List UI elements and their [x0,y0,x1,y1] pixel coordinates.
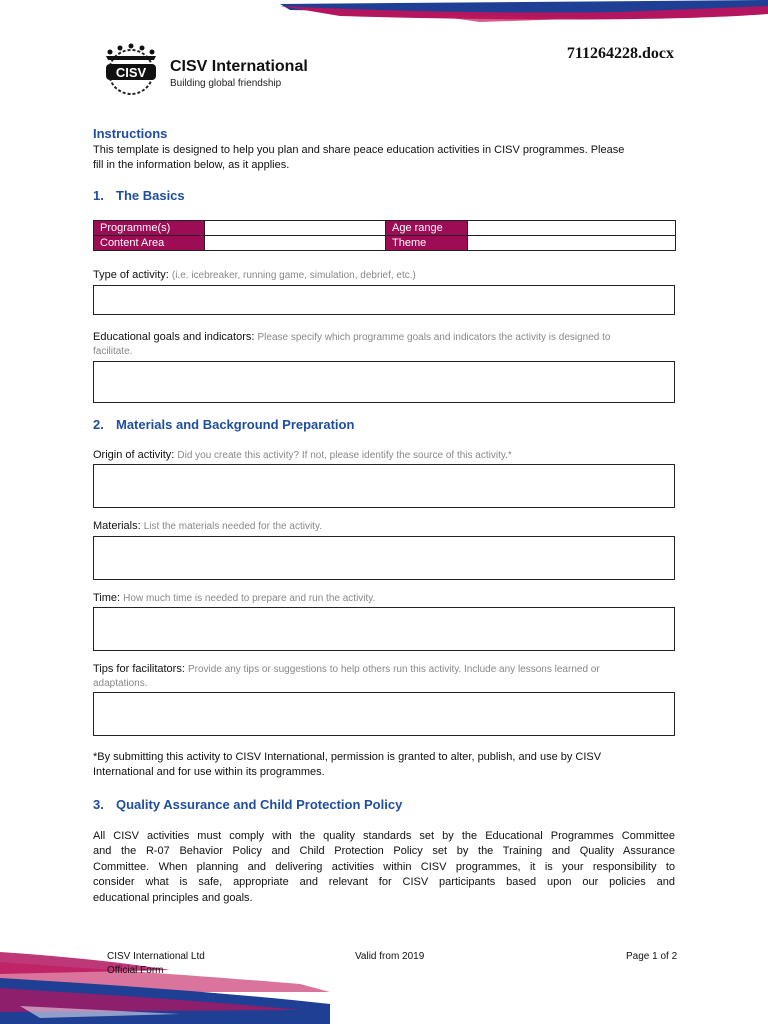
materials-box[interactable] [93,536,675,580]
origin-of-activity-box[interactable] [93,464,675,508]
materials-hint: List the materials needed for the activity. [143,521,322,532]
cisv-logo-icon [96,42,166,98]
policy-text-line1: All CISV activities must comply with the quality standards set by the Educational Programmes Committee [93,830,675,842]
origin-of-activity-label: Origin of activity: Did you create this activity? If not, please identify the source of this activity.* [93,449,512,461]
table-row [94,236,676,251]
theme-label: Theme [386,236,468,251]
basics-table [93,220,676,251]
section-3-heading: 3. Quality Assurance and Child Protection Policy [93,797,403,812]
age-range-label: Age range [386,221,468,236]
content-area-field[interactable] [205,236,386,251]
educational-goals-hint-line2: facilitate. [93,346,133,357]
tips-hint: Provide any tips or suggestions to help others run this activity. Include any lessons learned or [187,664,600,675]
tips-hint-line2: adaptations. [93,678,148,689]
section-1-heading: 1. The Basics [93,188,185,203]
tips-box[interactable] [93,692,675,736]
theme-field[interactable] [468,236,676,251]
tips-label: Tips for facilitators: Provide any tips or suggestions to help others run this activity. Include any lessons learned or [93,663,600,675]
time-box[interactable] [93,607,675,651]
policy-text-line4: consider what is safe, appropriate and relevant for CISV participants based upon our policies and [93,876,675,888]
type-of-activity-hint: (i.e. icebreaker, running game, simulation, debrief, etc.) [171,270,416,281]
programmes-label: Programme(s) [94,221,205,236]
footer-form-type: Official Form [107,965,164,976]
brand-tagline: Building global friendship [170,78,282,89]
instructions-text-line2: fill in the information below, as it applies. [93,159,290,171]
policy-text-line5: educational principles and goals. [93,892,253,904]
type-of-activity-box[interactable] [93,285,675,315]
educational-goals-label: Educational goals and indicators: Please specify which programme goals and indicators the activity is designed to [93,331,611,343]
table-row [94,221,676,236]
document-name: 711264228.docx [566,45,674,62]
policy-text-line3: Committee. When planning and delivering activities within CISV programmes, it is your responsibility to [93,861,675,873]
materials-label: Materials: List the materials needed for the activity. [93,520,322,532]
origin-of-activity-hint: Did you create this activity? If not, please identify the source of this activity.* [177,450,512,461]
programmes-field[interactable] [205,221,386,236]
top-brush-decoration [280,0,768,24]
permission-note-line1: *By submitting this activity to CISV International, permission is granted to alter, publish, and use by CISV [93,751,602,763]
permission-note-line2: International and for use within its programmes. [93,766,325,778]
footer-page-number: Page 1 of 2 [626,951,678,962]
type-of-activity-label: Type of activity: (i.e. icebreaker, running game, simulation, debrief, etc.) [93,269,416,281]
footer-company: CISV International Ltd Official Form [107,951,205,976]
brand-name: CISV International [170,58,308,75]
policy-text-line2: and the R-07 Behavior Policy and Child Protection Policy set by the Training and Quality Assurance [93,845,675,857]
age-range-field[interactable] [468,221,676,236]
section-2-heading: 2. Materials and Background Preparation [93,417,355,432]
content-area-label: Content Area [94,236,205,251]
instructions-text-line1: This template is designed to help you plan and share peace education activities in CISV programmes. Please [93,144,625,156]
educational-goals-box[interactable] [93,361,675,403]
instructions-heading: Instructions [93,126,168,141]
footer-valid: Valid from 2019 [355,951,425,962]
time-hint: How much time is needed to prepare and run the activity. [123,593,376,604]
time-label: Time: How much time is needed to prepare and run the activity. [93,592,376,604]
svg-text:CISV: CISV [115,65,147,80]
educational-goals-hint: Please specify which programme goals and indicators the activity is designed to [257,332,611,343]
